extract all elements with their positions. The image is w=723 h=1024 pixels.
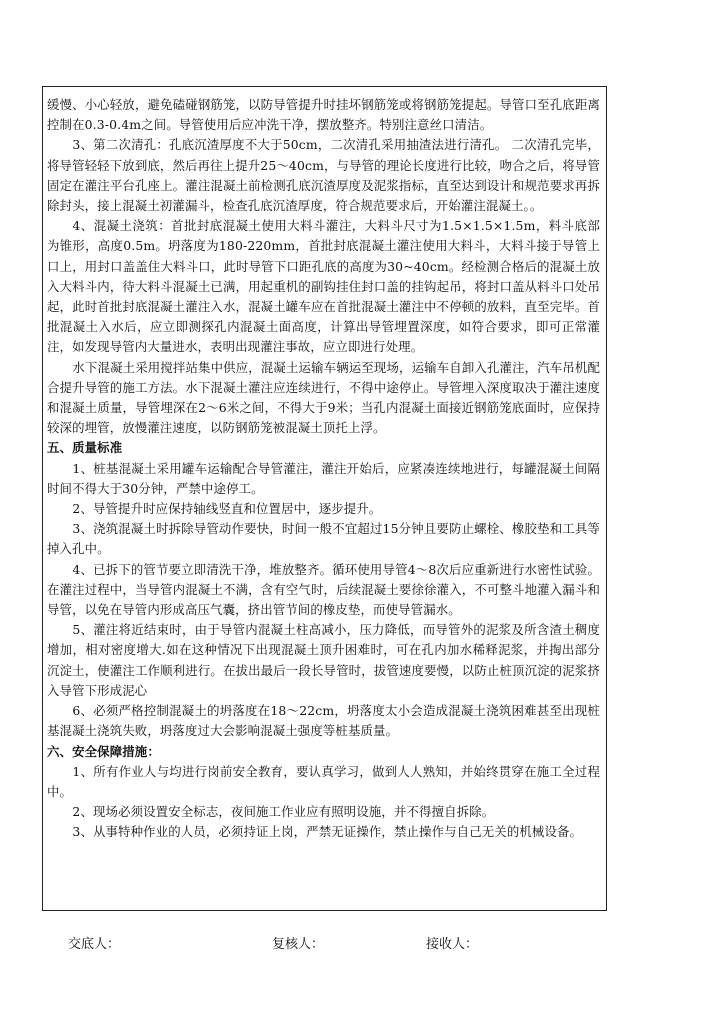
handover-signature-label: 交底人：	[68, 937, 121, 952]
paragraph: 1、桩基混凝土采用罐车运输配合导管灌注，灌注开始后，应紧凑连续地进行，每罐混凝土间隔时间不得大于30分钟，严禁中途停工。	[47, 460, 600, 496]
receiver-signature-label: 接收人：	[426, 937, 479, 952]
paragraph: 1、所有作业人与均进行岗前安全教育，要认真学习，做到人人熟知，并始终贯穿在施工全过程中。	[47, 763, 600, 799]
section-heading: 五、质量标准	[47, 440, 123, 456]
paragraph: 2、导管提升时应保持轴线竖直和位置居中，逐步提升。	[72, 501, 382, 517]
document-frame	[42, 86, 607, 911]
section-heading: 六、安全保障措施：	[47, 743, 160, 759]
paragraph: 4、混凝土浇筑：首批封底混凝土使用大料斗灌注，大料斗尺寸为1.5×1.5×1.5m，料斗底部为锥形，高度0.5m。坍落度为180-220mm，首批封底混凝土灌注使用大料斗，大料斗接于导管上口上，用封口盖盖住大料斗口，此时导管下口距孔底的高度为30~40cm。经检测合格后的混凝土放入大料斗内，待大料斗混凝土已满，用起重机的副钩挂住封口盖的挂钩起吊，将封口盖从料斗口处吊起，此时首批封底混凝土灌注入水，混凝土罐车应在首批混凝土灌注中不停顿的放料，直至完毕。首批混凝土入水后，应立即测探孔内混凝土面高度，计算出导管埋置深度，如符合要求，即可正常灌注，如发现导管内大量进水，表明出现灌注事故，应立即进行处理。	[47, 218, 600, 355]
document-body	[47, 95, 600, 843]
paragraph: 3、第二次清孔：孔底沉渣厚度不大于50cm，二次清孔采用抽渣法进行清孔。 二次清孔完毕，将导管轻轻下放到底，然后再往上提升25～40cm，与导管的理论长度进行比较，吻合之后，将导管固定在灌注平台孔座上。灌注混凝土前检测孔底沉渣厚度及泥浆指标，直至达到设计和规范要求再拆除封头，接上混凝土初灌漏斗，检查孔底沉渣厚度，符合规范要求后，开始灌注混凝土。。	[47, 137, 600, 214]
paragraph: 3、从事特种作业的人员，必须持证上岗，严禁无证操作，禁止操作与自己无关的机械设备。	[72, 824, 583, 840]
paragraph: 5、灌注将近结束时，由于导管内混凝土柱高减小，压力降低，而导管外的泥浆及所含渣土稠度增加，相对密度增大.如在这种情况下出现混凝土顶升困难时，可在孔内加水稀释泥浆，并掏出部分沉淀土，使灌注工作顺利进行。在拔出最后一段长导管时，拔管速度要慢，以防止桩顶沉淀的泥浆挤入导管下形成泥心	[47, 622, 600, 698]
paragraph: 水下混凝土采用搅拌站集中供应，混凝土运输车辆运至现场，运输车自卸入孔灌注，汽车吊机配合提升导管的施工方法。水下混凝土灌注应连续进行，不得中途停止。导管埋入深度取决于灌注速度和混凝土质量，导管埋深在2～6米之间，不得大于9米；当孔内混凝土面接近钢筋笼底面时，应保持较深的埋管，放慢灌注速度，以防钢筋笼被混凝土顶托上浮。	[47, 359, 600, 436]
paragraph: 4、已拆下的管节要立即清洗干净，堆放整齐。循环使用导管4～8次后应重新进行水密性试验。在灌注过程中，当导管内混凝土不满，含有空气时，后续混凝土要徐徐灌入，不可整斗地灌入漏斗和导管，以免在导管内形成高压气囊，挤出管节间的橡皮垫，而使导管漏水。	[47, 561, 600, 618]
reviewer-signature-label: 复核人：	[272, 937, 325, 952]
paragraph: 3、浇筑混凝土时拆除导管动作要快，时间一般不宜超过15分钟且要防止螺栓、橡胶垫和工具等掉入孔中。	[47, 521, 600, 557]
paragraph: 缓慢、小心轻放，避免磕碰钢筋笼，以防导管提升时挂坏钢筋笼或将钢筋笼提起。导管口至孔底距离控制在0.3-0.4m之间。导管使用后应冲洗干净，摆放整齐。特别注意丝口清洁。	[47, 97, 600, 133]
paragraph: 2、现场必须设置安全标志，夜间施工作业应有照明设施，并不得擅自拆除。	[72, 804, 495, 820]
paragraph: 6、必须严格控制混凝土的坍落度在18～22cm，坍落度太小会造成混凝土浇筑困难甚至出现桩基混凝土浇筑失败，坍落度过大会影响混凝土强度等桩基质量。	[47, 703, 600, 739]
